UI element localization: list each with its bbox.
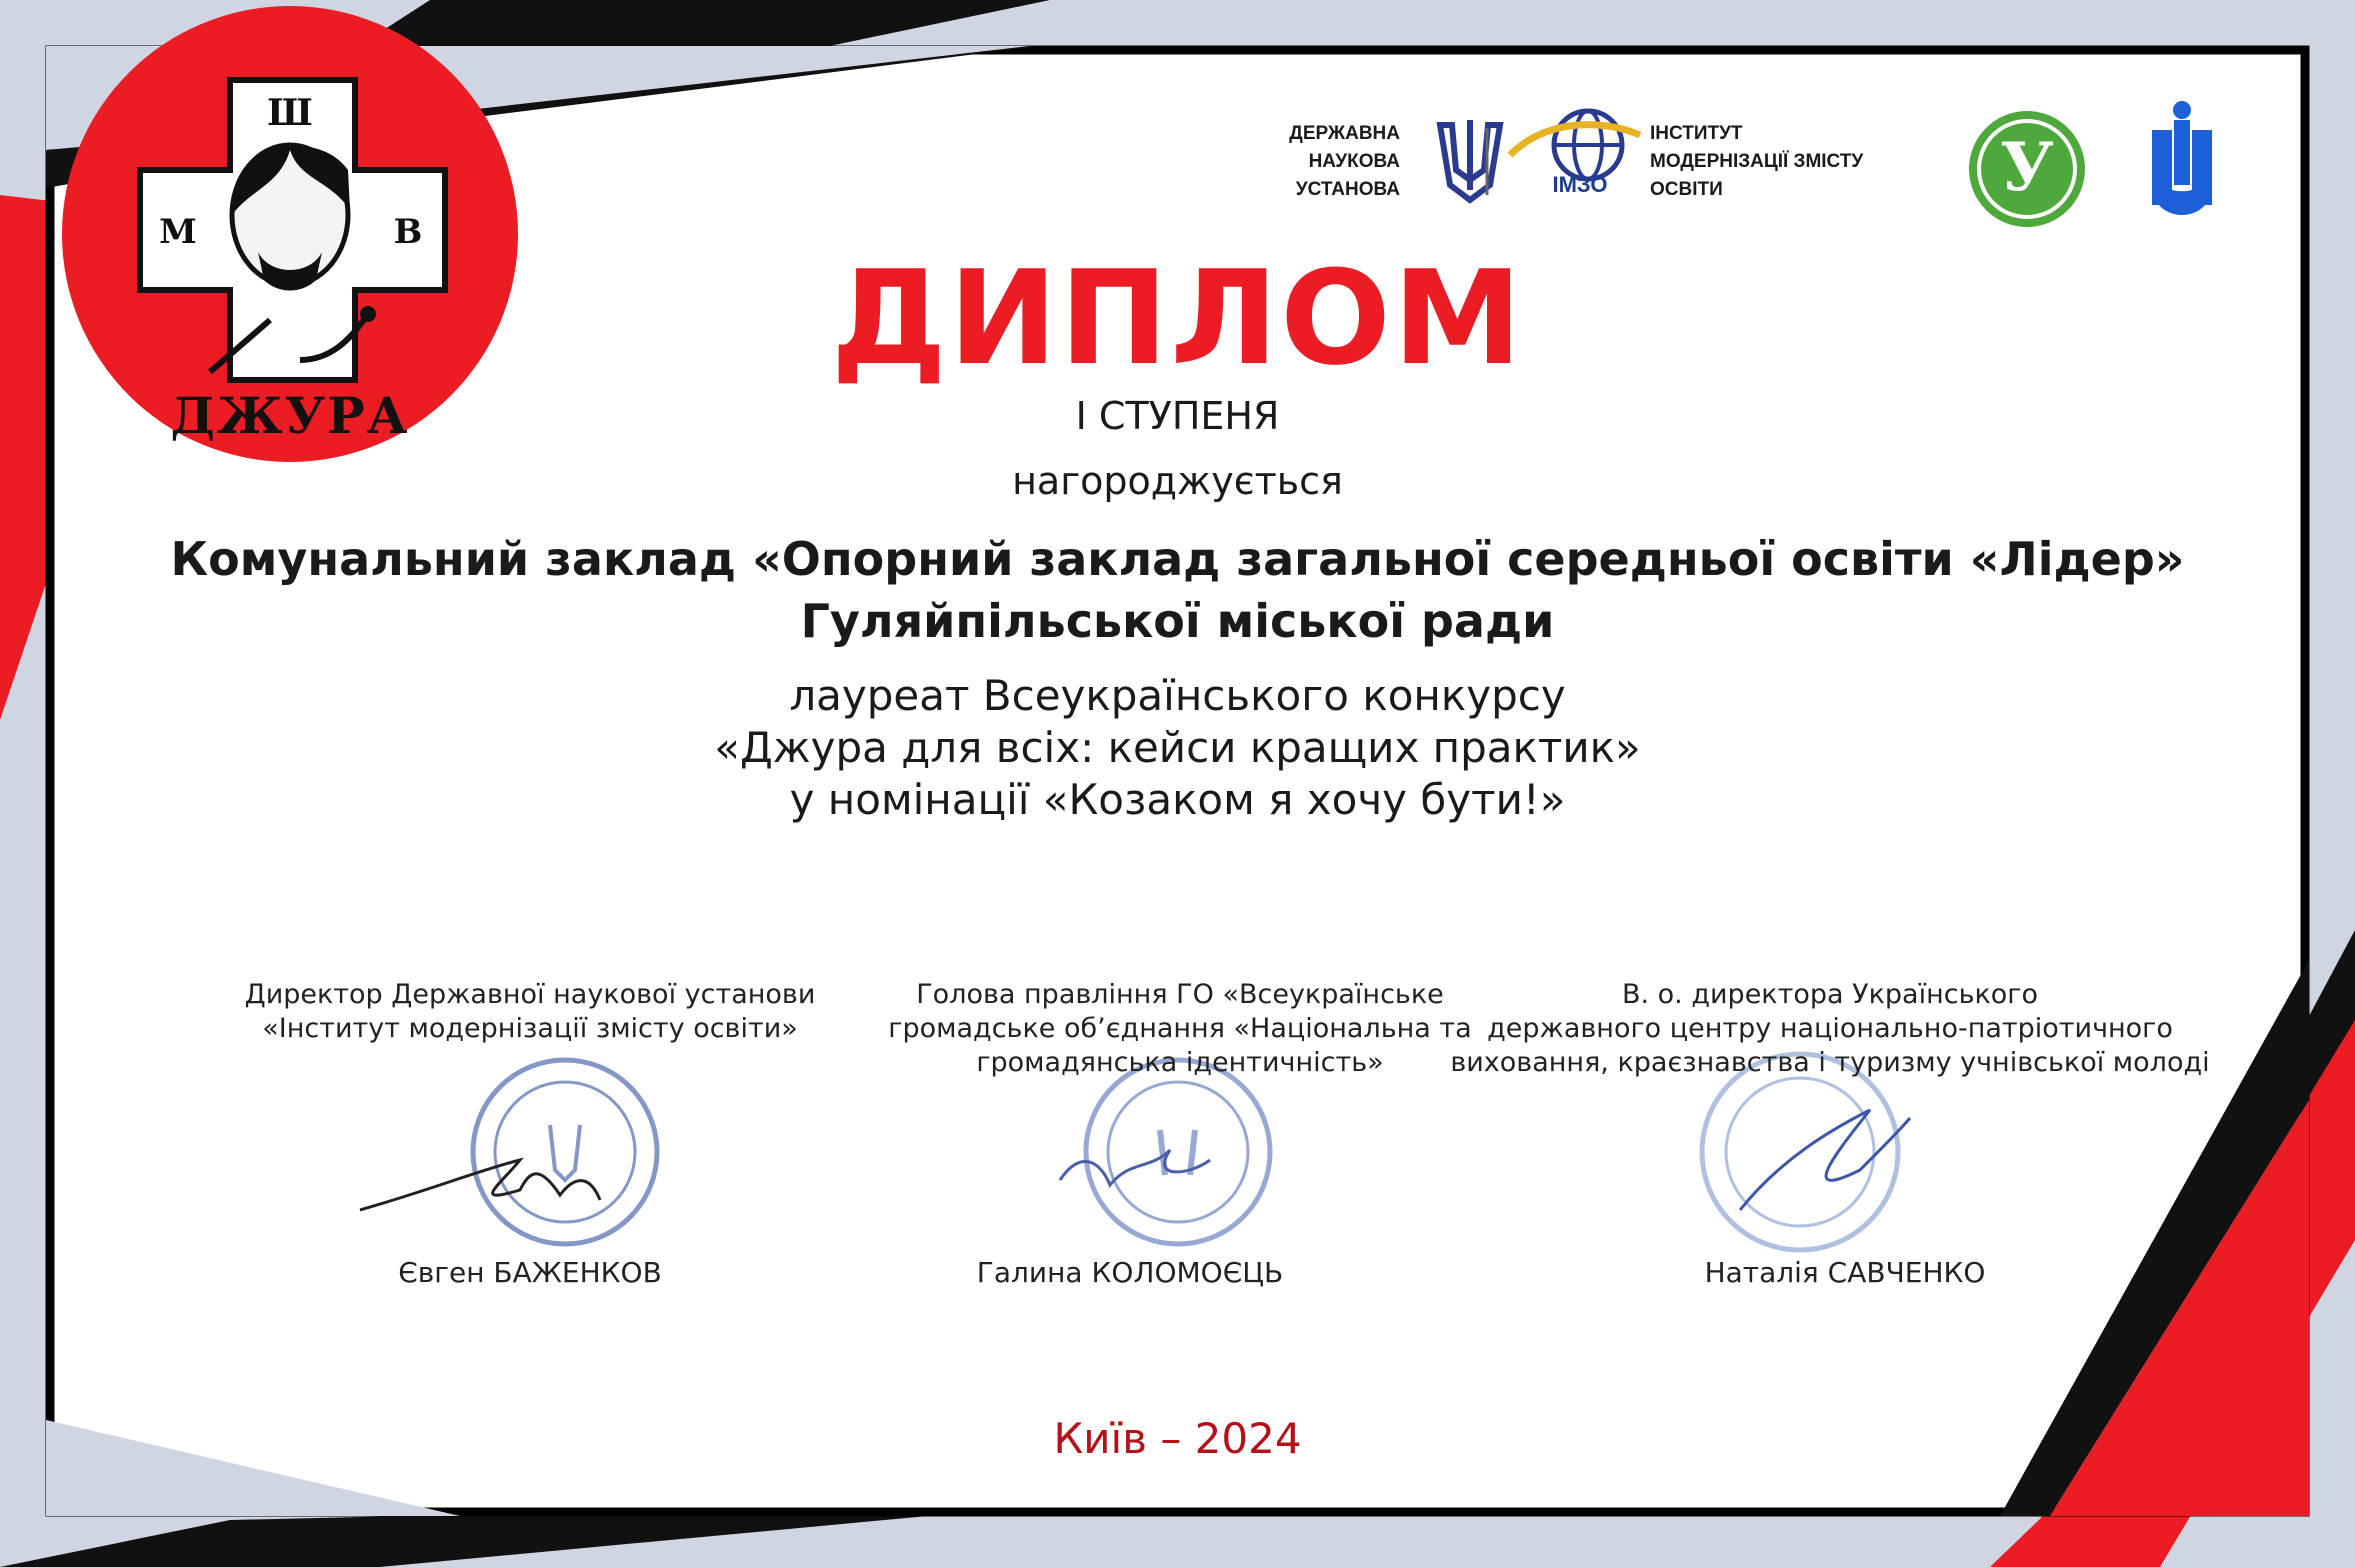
institution-name-line: МОДЕРНІЗАЦІЇ ЗМІСТУ [1650, 151, 1864, 172]
award-description [300, 670, 2055, 826]
city-year: Київ – 2024 [1053, 1414, 1302, 1463]
signatory-name-1: Євген БАЖЕНКОВ [398, 1256, 662, 1289]
institution-name-label [1650, 120, 1940, 204]
signatory-title-1 [220, 978, 840, 1046]
signatory-title-line: Голова правління ГО «Всеукраїнське [916, 979, 1444, 1010]
diploma-title: ДИПЛОМ [830, 242, 1525, 394]
description-line: «Джура для всіх: кейси кращих практик» [714, 723, 1641, 772]
signatory-title-line: Директор Державної наукової установи [244, 979, 816, 1010]
emblem-name: ДЖУРА [170, 386, 410, 445]
imzo-abbr: ІМЗО [1552, 172, 1608, 197]
emblem-letter-left: М [159, 212, 197, 252]
institution-type-line: НАУКОВА [1308, 151, 1400, 172]
institution-name-line: ІНСТИТУТ [1650, 123, 1743, 144]
recipient-line: Комунальний заклад «Опорний заклад загальної середньої освіти «Лідер» [170, 532, 2185, 586]
logo-u-letter: У [2000, 128, 2054, 206]
emblem-letter-top: Ш [267, 92, 313, 134]
institution-type-line: ДЕРЖАВНА [1289, 123, 1400, 144]
signatory-title-line: «Інститут модернізації змісту освіти» [262, 1013, 798, 1044]
emblem-letter-right: В [393, 212, 423, 252]
signatory-name-2: Галина КОЛОМОЄЦЬ [976, 1256, 1284, 1289]
recipient-line: Гуляйпільської міської ради [800, 594, 1555, 648]
signatory-title-line: В. о. директора Українського [1621, 979, 2039, 1010]
diploma-degree: І СТУПЕНЯ [1075, 394, 1280, 438]
signatory-title-line: державного центру національно-патріотичного [1487, 1013, 2173, 1044]
signatory-name-3: Наталія САВЧЕНКО [1704, 1256, 1986, 1289]
description-line: у номінації «Козаком я хочу бути!» [789, 775, 1566, 824]
institution-type-line: УСТАНОВА [1295, 179, 1400, 200]
signatory-title-line: громадське об’єднання «Національна та [888, 1013, 1472, 1044]
signatory-title-line: громадянська ідентичність» [976, 1047, 1384, 1078]
institution-name-line: ОСВІТИ [1650, 179, 1723, 200]
institution-type-label [1230, 120, 1400, 204]
recipient-name [150, 528, 2205, 652]
awarded-label: нагороджується [1012, 459, 1343, 503]
signatory-title-3 [1420, 978, 2240, 1080]
signatory-title-line: виховання, краєзнавства і туризму учнівської молоді [1450, 1047, 2210, 1078]
description-line: лауреат Всеукраїнського конкурсу [789, 671, 1566, 720]
